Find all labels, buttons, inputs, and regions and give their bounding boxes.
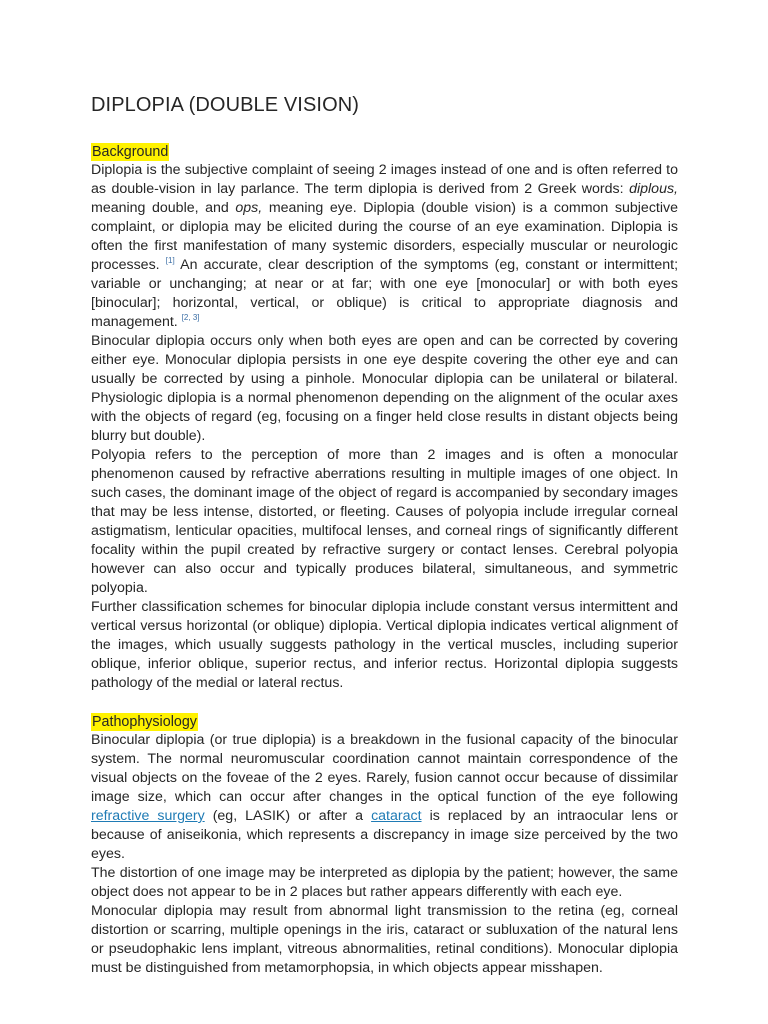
section-spacer (91, 693, 678, 712)
text-span: (eg, LASIK) or after a (204, 808, 372, 824)
section-heading-background: Background (92, 144, 169, 160)
background-paragraph-4: Further classification schemes for binocular diplopia include constant versus intermittent and vertical versus horizontal (or oblique) diplopia. Vertical diplopia indicates vertical alignment of the images, which usually suggests pathology in the vertical muscles, including superior oblique, inferior oblique, superior rectus, and inferior rectus. Horizontal diplopia suggests pathology of the medial or lateral rectus. (91, 599, 678, 691)
text-span: meaning double, and (91, 200, 236, 216)
text-span: is replaced by an intraocular lens or because of aniseikonia, which represents a discrepancy in image size perceived by the two eyes. (91, 808, 678, 862)
document-page (91, 92, 678, 978)
text-span: An accurate, clear description of the symptoms (eg, constant or intermittent; variable or unchanging; at near or at far; with one eye [monocular] or with both eyes [binocular]; horizontal, vertical, or oblique) is critical to appropriate diagnosis and management. (91, 257, 679, 330)
text-span: Binocular diplopia (or true diplopia) is a breakdown in the fusional capacity of the binocular system. The normal neuromuscular coordination cannot maintain correspondence of the visual objects on the foveae of the 2 eyes. Rarely, fusion cannot occur because of dissimilar image size, which can occur after changes in the optical function of the eye following (91, 732, 678, 805)
text-span: Diplopia is the subjective complaint of seeing 2 images instead of one and is often referred to as double-vision in lay parlance. The term diplopia is derived from 2 Greek words: (91, 162, 678, 197)
background-heading-wrap (91, 142, 678, 161)
background-paragraph-1 (91, 161, 678, 332)
citation-ref-2-3[interactable]: [2, 3] (181, 313, 200, 322)
italic-term-diplous: diplous, (629, 181, 678, 197)
pathophysiology-paragraph-2: The distortion of one image may be interpreted as diplopia by the patient; however, the same object does not appear to be in 2 places but rather appears differently with each eye. (91, 865, 678, 900)
text-span: meaning eye. Diplopia (double vision) is a common subjective complaint, or diplopia may be elicited during the course of an eye examination. Diplopia is often the first manifestation of many systemic disorders, especially muscular or neurologic processes. (91, 200, 678, 273)
pathophysiology-paragraph-1 (91, 731, 678, 864)
citation-ref-1[interactable]: [1] (165, 256, 175, 265)
cataract-link[interactable]: cataract (371, 808, 422, 824)
background-paragraph-2: Binocular diplopia occurs only when both eyes are open and can be corrected by covering either eye. Monocular diplopia persists in one eye despite covering the other eye and can usually be corrected by using a pinhole. Monocular diplopia can be unilateral or bilateral. Physiologic diplopia is a normal phenomenon depending on the alignment of the ocular axes with the objects of regard (eg, focusing on a finger held close results in distant objects being blurry but double). (91, 333, 678, 444)
pathophysiology-paragraph-3: Monocular diplopia may result from abnormal light transmission to the retina (eg, corneal distortion or scarring, multiple openings in the iris, cataract or subluxation of the natural lens or pseudophakic lens implant, vitreous abnormalities, retinal conditions). Monocular diplopia must be distinguished from metamorphopsia, in which objects appear misshapen. (91, 903, 678, 976)
italic-term-ops: ops, (235, 200, 263, 216)
pathophysiology-heading-wrap (91, 712, 678, 731)
background-paragraph-3: Polyopia refers to the perception of more than 2 images and is often a monocular phenomenon caused by refractive aberrations resulting in multiple images of one object. In such cases, the dominant image of the object of regard is accompanied by secondary images that may be less intense, distorted, or fleeting. Causes of polyopia include irregular corneal astigmatism, lenticular opacities, multifocal lenses, and corneal rings of significantly different focality within the pupil created by refractive surgery or contact lenses. Cerebral polyopia however can also occur and typically produces bilateral, simultaneous, and symmetric polyopia. (91, 447, 678, 596)
refractive-surgery-link[interactable]: refractive surgery (91, 808, 205, 824)
section-heading-pathophysiology: Pathophysiology (92, 714, 197, 730)
page-title: DIPLOPIA (DOUBLE VISION) (91, 94, 360, 116)
